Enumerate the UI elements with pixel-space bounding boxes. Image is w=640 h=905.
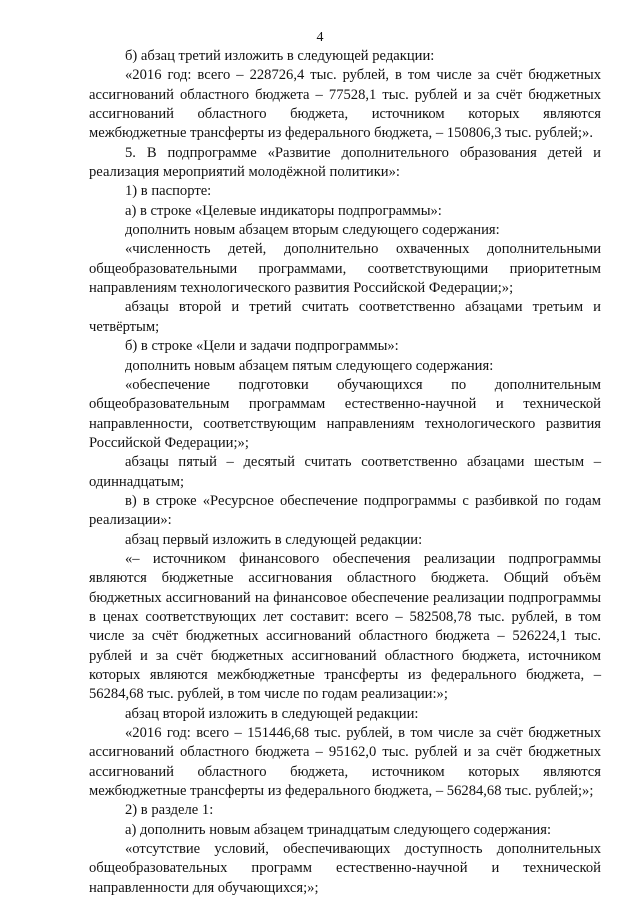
paragraph: дополнить новым абзацем вторым следующего содержания: — [125, 222, 500, 239]
paragraph: абзац второй изложить в следующей редакции: — [125, 705, 419, 722]
paragraph: абзац первый изложить в следующей редакции: — [125, 531, 423, 548]
paragraph: б) в строке «Цели и задачи подпрограммы»: — [125, 338, 399, 355]
paragraph: «2016 год: всего – 151446,68 тыс. рублей, в том числе за счёт бюджетных ассигнований областного бюджета – 95162,0 тыс. рублей и за счёт бюджетных ассигнований областного бюджета, источником которых являются межбюджетные трансферты из федерального бюджета, – 56284,68 тыс. рублей;»; — [89, 725, 601, 800]
paragraph: в) в строке «Ресурсное обеспечение подпрограммы с разбивкой по годам реализации»: — [89, 492, 601, 529]
paragraph: а) дополнить новым абзацем тринадцатым следующего содержания: — [125, 821, 552, 838]
document-body — [89, 47, 601, 898]
paragraph: «обеспечение подготовки обучающихся по дополнительным общеобразовательным программам естественно-научной и технической направленности, соответствующим направлениям технологического развития Российской Федерации;»; — [89, 376, 601, 451]
paragraph: а) в строке «Целевые индикаторы подпрограммы»: — [125, 202, 442, 219]
paragraph: б) абзац третий изложить в следующей редакции: — [125, 48, 435, 64]
paragraph: абзацы второй и третий считать соответственно абзацами третьим и четвёртым; — [89, 299, 601, 335]
paragraph: «– источником финансового обеспечения реализации подпрограммы являются бюджетные ассигнования областного бюджета. Общий объём бюджетных ассигнований на финансовое обеспечение реализации подпрограммы в ценах соответствующих лет составит: всего – 582508,78 тыс. рублей, в том числе за счёт бюджетных ассигнований областного бюджета – 526224,1 тыс. рублей и за счёт бюджетных ассигнований областного бюджета, источником которых являются межбюджетные трансферты из федерального бюджета, – 56284,68 тыс. рублей, в том числе по годам реализации:»; — [89, 550, 601, 703]
page-number: 4 — [316, 30, 324, 45]
paragraph: 1) в паспорте: — [125, 183, 212, 200]
paragraph: 5. В подпрограмме «Развитие дополнительного образования детей и реализация мероприятий молодёжной политики»: — [89, 144, 601, 181]
paragraph: дополнить новым абзацем пятым следующего содержания: — [125, 357, 494, 374]
paragraph: «отсутствие условий, обеспечивающих доступность дополнительных общеобразовательных программ естественно-научной и технической направленности для обучающихся;»; — [89, 841, 601, 896]
paragraph: 2) в разделе 1: — [125, 802, 214, 819]
paragraph: «численность детей, дополнительно охваченных дополнительными общеобразовательными программами, соответствующими приоритетным направлениям технологического развития Российской Федерации;»; — [89, 241, 601, 297]
paragraph: абзацы пятый – десятый считать соответственно абзацами шестым – одиннадцатым; — [89, 454, 601, 490]
paragraph: «2016 год: всего – 228726,4 тыс. рублей, в том числе за счёт бюджетных ассигнований областного бюджета – 77528,1 тыс. рублей и за счёт бюджетных ассигнований областного бюджета, источником которых являются межбюджетные трансферты из федерального бюджета, – 150806,3 тыс. рублей;». — [89, 67, 601, 142]
